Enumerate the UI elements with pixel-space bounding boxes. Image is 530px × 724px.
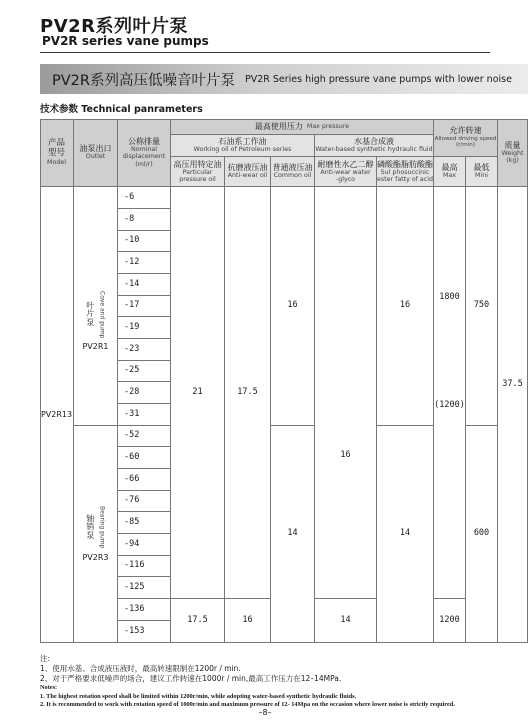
title-cn: PV2R系列叶片泵: [40, 16, 189, 37]
pump-bearing-cn: 轴 销 泵: [86, 513, 95, 540]
section-title: 技术参数 Technical panrameters: [40, 104, 203, 115]
displacement-cell: [118, 404, 171, 426]
ester-a: 16: [399, 300, 411, 311]
header-particular-oil: [171, 157, 225, 187]
glycol-a: 16: [340, 449, 351, 460]
header-speed-max: [434, 157, 466, 187]
series-banner: [40, 64, 528, 94]
header-max-en: Max: [442, 172, 457, 180]
glycol-b: 14: [340, 614, 351, 625]
page-number: –8–: [258, 708, 272, 717]
displacement-cell: [118, 361, 171, 382]
header-common-oil: [271, 157, 315, 187]
header-particular-cn: 高压用特定油: [173, 159, 222, 169]
header-glycol: [315, 157, 377, 187]
displacement-value: -14: [124, 278, 140, 289]
pump-vane-en: Cove and pump: [98, 290, 106, 339]
header-outlet-cn: 油泵出口: [79, 144, 112, 154]
header-speed-en: Allowed driving speed (r/min): [434, 135, 497, 149]
particular-oil-b: 17.5: [187, 614, 208, 625]
displacement-value: -125: [124, 581, 145, 592]
pump-bearing-code: PV2R3: [82, 552, 109, 562]
displacement-value: -28: [124, 386, 140, 397]
title-en: PV2R series vane pumps: [42, 34, 209, 48]
antiwear-oil-value: [225, 187, 271, 599]
ester-value: [377, 187, 434, 426]
speed-max-a: 1800: [439, 292, 460, 302]
particular-oil-a: 21: [192, 386, 203, 397]
pump-vane-cn: 叶 片 泵: [86, 300, 95, 327]
header-common-en: Common oil: [273, 172, 312, 180]
note-en-2: 2. It is recommended to work with rotation speed of 1000r/min and maximum pressure of 12- 14Mpa on the occasion where lower noise is strictly required.: [40, 701, 455, 709]
header-glycol-cn: 耐磨性水乙二醇: [317, 159, 374, 169]
displacement-value: -31: [124, 408, 140, 419]
header-outlet: [74, 119, 118, 187]
header-displacement-cn: 公称排量: [128, 137, 160, 147]
displacement-cell: [118, 469, 171, 491]
speed-max-value: [434, 599, 466, 643]
displacement-cell: [118, 599, 171, 621]
title-rule: [40, 52, 490, 53]
common-oil-b: 14: [287, 528, 298, 539]
displacement-value: -25: [124, 365, 140, 376]
speed-min-a: 750: [473, 300, 490, 311]
header-water-cn: 水基合成液: [354, 137, 394, 147]
displacement-value: -136: [124, 603, 145, 614]
displacement-cell: [118, 339, 171, 361]
displacement-value: -10: [124, 235, 140, 246]
header-speed-min: [466, 157, 498, 187]
notes-en-label: Notes:: [40, 684, 58, 692]
displacement-cell: [118, 231, 171, 252]
displacement-cell: [118, 274, 171, 296]
notes: [40, 654, 530, 710]
header-ester-en: Sul phosuccinic ester fatty of acid: [377, 168, 433, 184]
displacement-value: -17: [124, 300, 140, 311]
header-speed-cn: 允许转速: [449, 126, 482, 136]
antiwear-oil-b: 16: [242, 614, 253, 625]
spec-table: [40, 119, 528, 643]
header-outlet-en: Outlet: [85, 153, 106, 161]
note-cn-2: 2、对于严格要求低噪声的场合，建议工作转速在1000r / min,最高工作压力在12–14MPa.: [40, 674, 342, 684]
displacement-cell: [118, 426, 171, 447]
displacement-cell: [118, 491, 171, 512]
speed-min-b: 600: [473, 528, 490, 539]
pump-type-bearing: [74, 426, 118, 643]
glycol-value: [315, 187, 377, 599]
displacement-cell: [118, 621, 171, 643]
header-max-pressure-cn: 最高使用压力: [254, 121, 303, 131]
header-water-en: Water-based synthetic hydraulic fluid: [315, 146, 433, 154]
header-displacement: [118, 119, 171, 187]
weight-value: [498, 187, 528, 643]
displacement-value: -12: [124, 256, 140, 267]
header-model-cn: 产品 型号: [47, 138, 65, 158]
pump-bearing-en: Bearing pump: [98, 506, 106, 549]
displacement-cell: [118, 187, 171, 209]
displacement-value: -153: [124, 625, 145, 636]
displacement-cell: [118, 577, 171, 599]
header-antiwear-cn: 抗磨液压油: [227, 163, 268, 173]
header-min-en: Mini: [475, 172, 488, 180]
header-weight: [498, 119, 528, 187]
displacement-value: -76: [124, 495, 140, 506]
displacement-value: -66: [124, 473, 140, 484]
displacement-cell: [118, 296, 171, 317]
displacement-value: -6: [124, 191, 135, 202]
antiwear-oil-value: [225, 599, 271, 643]
displacement-cell: [118, 447, 171, 469]
header-antiwear-oil: [225, 157, 271, 187]
header-max-pressure-en: Max pressure: [306, 122, 350, 130]
model-cell: [40, 187, 74, 643]
header-weight-en: Weight (kg): [501, 149, 524, 165]
common-oil-a: 16: [287, 300, 298, 311]
particular-oil-value: [171, 599, 225, 643]
header-displacement-en: Nominal displacement (ml/r): [122, 146, 166, 168]
speed-min-value: [466, 187, 498, 426]
header-glycol-en: Anti-wear water -glyco: [320, 168, 371, 184]
displacement-value: -94: [124, 538, 140, 549]
note-cn-1: 1、使用水基、合成液压液时，最高转速限制在1200r / min.: [40, 664, 241, 674]
common-oil-value: [271, 426, 315, 643]
displacement-value: -8: [124, 213, 135, 224]
common-oil-value: [271, 187, 315, 426]
displacement-cell: [118, 252, 171, 274]
header-common-cn: 普通液压油: [272, 163, 313, 173]
displacement-cell: [118, 512, 171, 534]
displacement-value: -116: [124, 560, 145, 571]
displacement-cell: [118, 317, 171, 339]
ester-value: [377, 426, 434, 643]
speed-max-b: (1200): [434, 399, 465, 410]
model-code: PV2R13: [40, 409, 73, 419]
header-allowed-speed: [434, 119, 498, 157]
displacement-value: -19: [124, 321, 140, 332]
antiwear-oil-a: 17.5: [237, 386, 258, 397]
header-petroleum-oil: [171, 135, 315, 157]
header-min-cn: 最低: [473, 163, 490, 173]
particular-oil-value: [171, 187, 225, 599]
header-weight-cn: 质量: [504, 140, 521, 150]
weight-number: 37.5: [502, 378, 523, 389]
ester-b: 14: [399, 528, 411, 539]
header-max-cn: 最高: [441, 163, 458, 173]
displacement-cell: [118, 209, 171, 231]
displacement-value: -85: [124, 516, 140, 527]
header-ester-cn: 磷酸酯脂肪酸酯: [377, 159, 433, 169]
speed-max-c: 1200: [439, 614, 460, 625]
header-petroleum-cn: 石油系工作油: [218, 137, 267, 147]
header-model: [40, 119, 74, 187]
displacement-value: -23: [124, 343, 140, 354]
displacement-value: -52: [124, 430, 140, 441]
banner-title-cn: PV2R系列高压低噪音叶片泵: [52, 72, 235, 89]
displacement-cell: [118, 534, 171, 556]
header-petroleum-en: Working oil of Petroleum series: [193, 146, 292, 154]
note-en-1: 1. The highest rotation speed shall be limited within 1200r/min, while adopting water-based synthetic hydraulic fluids.: [40, 692, 357, 700]
glycol-value: [315, 599, 377, 643]
speed-min-value: [466, 426, 498, 643]
banner-title-en: PV2R Series high pressure vane pumps with lower noise: [244, 73, 512, 85]
header-particular-en: Particular pressure oil: [179, 168, 216, 184]
header-max-pressure: [171, 119, 434, 135]
speed-max-value: [434, 187, 466, 599]
displacement-value: -60: [124, 451, 140, 462]
displacement-cell: [118, 382, 171, 404]
header-model-en: Model: [47, 158, 66, 166]
header-ester: [377, 157, 434, 187]
pump-type-vane: [74, 187, 118, 426]
header-antiwear-en: Anti-wear oil: [227, 172, 268, 180]
header-water-based: [315, 135, 434, 157]
pump-vane-code: PV2R1: [82, 342, 109, 352]
displacement-cell: [118, 556, 171, 577]
notes-label: 注:: [40, 654, 51, 663]
